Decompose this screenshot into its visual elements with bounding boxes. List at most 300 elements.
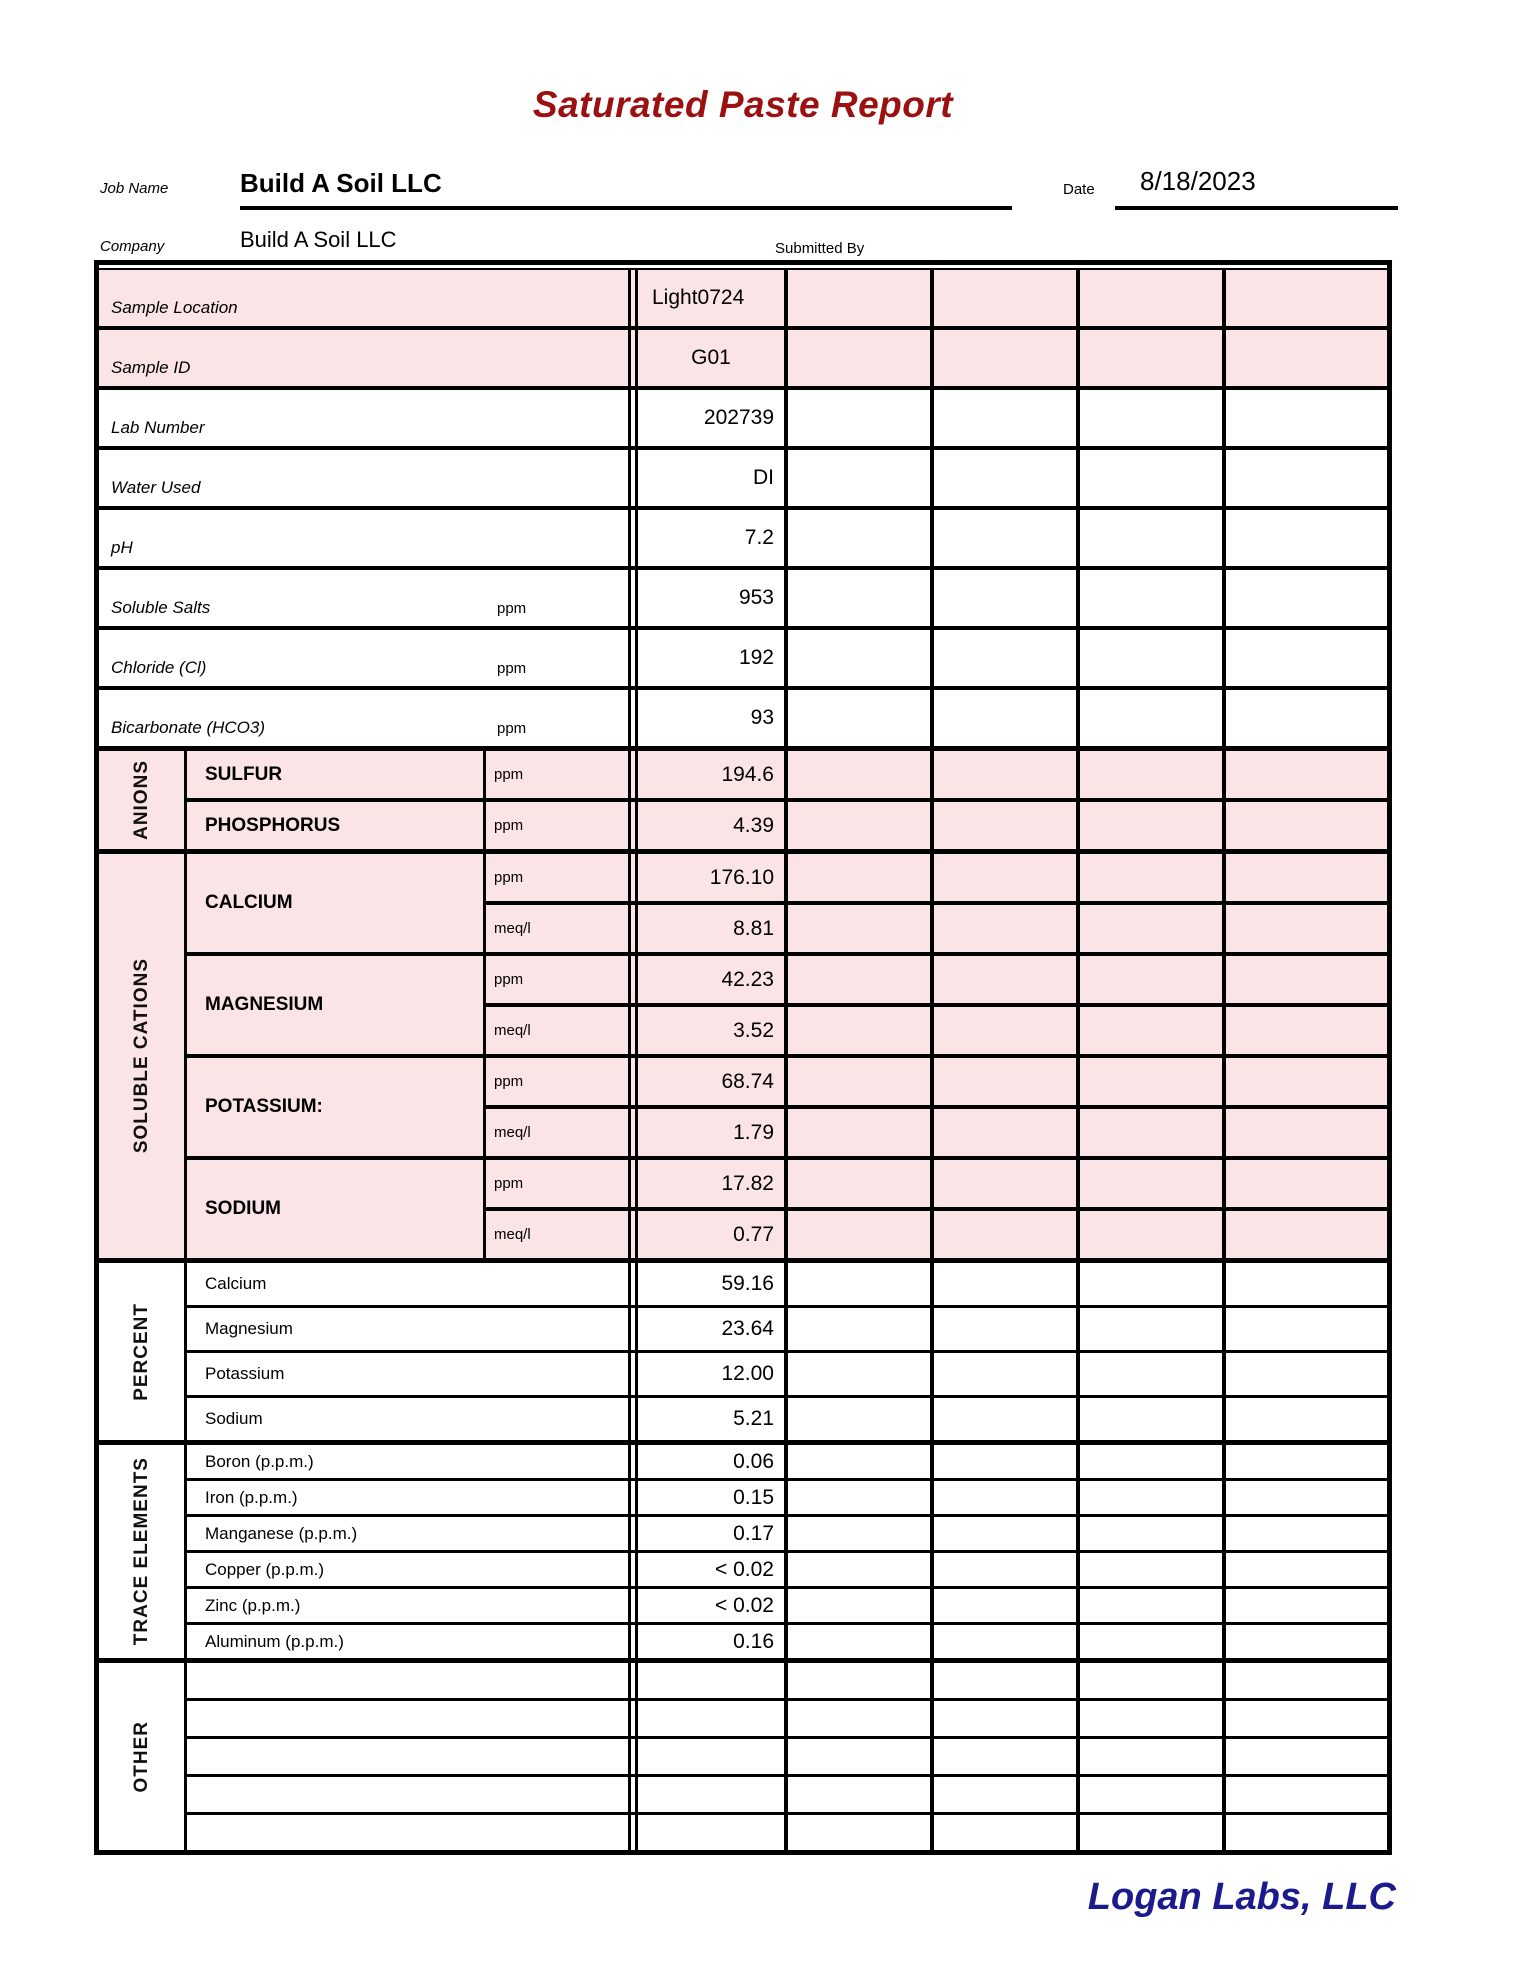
empty-cell	[784, 510, 930, 566]
empty-cell	[930, 1308, 1076, 1350]
section-anions	[99, 751, 1387, 854]
empty-cell	[1076, 1815, 1222, 1850]
empty-cell	[1222, 1058, 1387, 1105]
table-row	[187, 1663, 1387, 1701]
table-row	[187, 1517, 1387, 1553]
empty-cell	[1076, 1553, 1222, 1586]
label-data-divider	[628, 330, 638, 386]
empty-cell	[1222, 1109, 1387, 1156]
empty-cell	[930, 956, 1076, 1003]
empty-cell	[930, 751, 1076, 798]
value-cell: 7.2	[744, 526, 774, 549]
empty-cell	[1076, 570, 1222, 626]
other-body	[187, 1663, 1387, 1850]
empty-cell	[930, 1160, 1076, 1207]
empty-cell	[784, 1777, 930, 1812]
empty-cell	[930, 1109, 1076, 1156]
empty-cell	[1076, 390, 1222, 446]
empty-cell	[1076, 1517, 1222, 1550]
empty-cell	[1076, 1109, 1222, 1156]
empty-cell	[784, 1589, 930, 1622]
empty-cell	[1076, 1625, 1222, 1658]
empty-cell	[1076, 690, 1222, 746]
table-row	[99, 630, 1387, 690]
row-label: Sample Location	[111, 298, 238, 317]
label-data-divider	[628, 1739, 638, 1774]
table-row	[99, 270, 1387, 330]
section-percent	[99, 1263, 1387, 1445]
empty-name-cell	[187, 1663, 628, 1698]
lab-signature: Logan Labs, LLC	[1087, 1876, 1396, 1918]
empty-cell	[1222, 1263, 1387, 1305]
empty-cell	[930, 1701, 1076, 1736]
analyte-name: Zinc (p.p.m.)	[205, 1595, 301, 1615]
empty-cell	[638, 1739, 784, 1774]
empty-cell	[1222, 802, 1387, 849]
empty-cell	[1076, 854, 1222, 901]
empty-cell	[1076, 1481, 1222, 1514]
empty-cell	[1222, 330, 1387, 386]
empty-cell	[1222, 1739, 1387, 1774]
label-data-divider	[628, 1160, 638, 1207]
trace-sidebar	[99, 1445, 187, 1658]
empty-cell	[1076, 1398, 1222, 1440]
empty-cell	[1076, 1058, 1222, 1105]
company-value: Build A Soil LLC	[240, 227, 397, 252]
empty-cell	[784, 1109, 930, 1156]
label-data-divider	[628, 690, 638, 746]
empty-cell	[1076, 751, 1222, 798]
label-data-divider	[628, 1625, 638, 1658]
value-cell: 202739	[703, 406, 774, 429]
empty-name-cell	[187, 1777, 628, 1812]
cations-body	[187, 854, 1387, 1258]
value-cell: 68.74	[721, 1069, 774, 1093]
empty-cell	[930, 905, 1076, 952]
empty-cell	[1076, 956, 1222, 1003]
empty-cell	[784, 802, 930, 849]
empty-cell	[930, 390, 1076, 446]
table-row	[99, 510, 1387, 570]
table-row	[187, 751, 1387, 802]
analyte-name: Sodium	[205, 1409, 263, 1428]
table-row	[486, 1007, 1387, 1054]
unit-label: ppm	[494, 1073, 524, 1090]
unit-label: meq/l	[494, 1124, 531, 1141]
table-row	[486, 905, 1387, 952]
value-cell: 192	[738, 646, 774, 669]
percent-vertical-label: PERCENT	[130, 1302, 152, 1401]
row-unit: ppm	[497, 720, 527, 737]
table-row	[187, 1308, 1387, 1353]
section-sample-info	[99, 270, 1387, 751]
empty-cell	[784, 390, 930, 446]
empty-name-cell	[187, 1815, 628, 1850]
analyte-name: SODIUM	[187, 1160, 486, 1258]
job-name-value: Build A Soil LLC	[240, 168, 442, 198]
table-row	[99, 690, 1387, 746]
value-cell: 0.15	[733, 1485, 774, 1509]
value-cell: < 0.02	[715, 1557, 774, 1581]
table-row	[187, 1553, 1387, 1589]
date-value: 8/18/2023	[1140, 166, 1256, 196]
empty-cell	[784, 1481, 930, 1514]
empty-cell	[930, 690, 1076, 746]
empty-cell	[1222, 690, 1387, 746]
empty-cell	[930, 1589, 1076, 1622]
empty-cell	[1076, 1308, 1222, 1350]
empty-cell	[784, 570, 930, 626]
analyte-name: Manganese (p.p.m.)	[205, 1523, 358, 1543]
label-data-divider	[628, 1815, 638, 1850]
value-cell: 59.16	[721, 1272, 774, 1295]
other-vertical-label: OTHER	[130, 1720, 152, 1793]
trace-body	[187, 1445, 1387, 1658]
unit-label: meq/l	[494, 1226, 531, 1243]
empty-cell	[1222, 905, 1387, 952]
empty-cell	[1222, 1308, 1387, 1350]
empty-cell	[784, 1701, 930, 1736]
label-data-divider	[628, 854, 638, 901]
empty-cell	[1222, 1701, 1387, 1736]
empty-cell	[930, 270, 1076, 326]
value-cell: 3.52	[733, 1018, 774, 1042]
unit-label: ppm	[494, 766, 524, 783]
label-data-divider	[628, 802, 638, 849]
label-data-divider	[628, 390, 638, 446]
empty-cell	[784, 450, 930, 506]
value-cell: 0.77	[733, 1222, 774, 1246]
empty-cell	[784, 1007, 930, 1054]
section-other	[99, 1663, 1387, 1850]
empty-cell	[1076, 1701, 1222, 1736]
value-cell: 4.39	[733, 813, 774, 837]
label-data-divider	[628, 1058, 638, 1105]
empty-cell	[784, 1160, 930, 1207]
row-label: Sample ID	[111, 358, 191, 377]
value-cell: 23.64	[721, 1317, 774, 1340]
empty-cell	[930, 1263, 1076, 1305]
table-row	[486, 854, 1387, 905]
empty-cell	[1076, 1739, 1222, 1774]
table-row	[99, 390, 1387, 450]
empty-cell	[1222, 1589, 1387, 1622]
empty-cell	[1076, 802, 1222, 849]
analyte-name: Calcium	[205, 1274, 267, 1293]
section-soluble-cations	[99, 854, 1387, 1263]
empty-cell	[930, 1777, 1076, 1812]
value-cell: G01	[691, 346, 731, 369]
analyte-name: POTASSIUM:	[187, 1058, 486, 1156]
empty-cell	[1076, 1777, 1222, 1812]
unit-label: ppm	[494, 869, 524, 886]
empty-cell	[638, 1815, 784, 1850]
empty-cell	[1076, 1160, 1222, 1207]
label-data-divider	[628, 1663, 638, 1698]
table-row	[486, 1211, 1387, 1258]
analyte-name: MAGNESIUM	[187, 956, 486, 1054]
empty-name-cell	[187, 1701, 628, 1736]
row-unit: ppm	[497, 600, 527, 617]
anions-sidebar	[99, 751, 187, 849]
analyte-name: Potassium	[205, 1364, 285, 1383]
empty-cell	[1076, 1589, 1222, 1622]
table-row	[187, 1701, 1387, 1739]
table-row	[187, 802, 1387, 849]
row-label: pH	[111, 538, 133, 557]
cation-block	[187, 1160, 1387, 1258]
empty-cell	[1076, 1663, 1222, 1698]
job-name-label: Job Name	[100, 180, 169, 197]
empty-cell	[1222, 1160, 1387, 1207]
empty-cell	[1222, 1211, 1387, 1258]
analyte-name: Copper (p.p.m.)	[205, 1559, 325, 1579]
empty-cell	[930, 510, 1076, 566]
empty-cell	[930, 802, 1076, 849]
empty-cell	[638, 1701, 784, 1736]
empty-cell	[1076, 270, 1222, 326]
table-row	[187, 1263, 1387, 1308]
empty-cell	[1076, 630, 1222, 686]
empty-cell	[784, 330, 930, 386]
empty-cell	[930, 630, 1076, 686]
percent-body	[187, 1263, 1387, 1440]
label-data-divider	[628, 570, 638, 626]
value-cell: DI	[753, 466, 774, 489]
value-cell: 93	[750, 706, 774, 729]
value-cell: 8.81	[733, 916, 774, 940]
empty-cell	[1222, 270, 1387, 326]
table-row	[486, 1160, 1387, 1211]
empty-cell	[930, 1445, 1076, 1478]
label-data-divider	[628, 1007, 638, 1054]
table-row	[187, 1445, 1387, 1481]
row-unit: ppm	[497, 660, 527, 677]
empty-cell	[930, 1625, 1076, 1658]
empty-cell	[784, 1308, 930, 1350]
empty-cell	[784, 1398, 930, 1440]
label-data-divider	[628, 1211, 638, 1258]
value-cell: 0.06	[733, 1449, 774, 1473]
empty-cell	[784, 956, 930, 1003]
empty-cell	[1222, 854, 1387, 901]
empty-cell	[1222, 956, 1387, 1003]
label-data-divider	[628, 450, 638, 506]
analyte-name: Aluminum (p.p.m.)	[205, 1631, 344, 1651]
cation-block	[187, 1058, 1387, 1160]
table-row	[99, 570, 1387, 630]
row-label: Soluble Salts ppm	[111, 598, 527, 617]
cations-vertical-label: SOLUBLE CATIONS	[130, 958, 152, 1154]
table-row	[187, 1481, 1387, 1517]
empty-cell	[1076, 1263, 1222, 1305]
table-row	[486, 956, 1387, 1007]
analyte-name: Magnesium	[205, 1319, 293, 1338]
value-cell: 17.82	[721, 1171, 774, 1195]
empty-cell	[1222, 751, 1387, 798]
analyte-name: SULFUR	[187, 751, 486, 798]
label-data-divider	[628, 1308, 638, 1350]
label-data-divider	[628, 1398, 638, 1440]
table-row	[187, 1398, 1387, 1440]
table-row	[187, 1625, 1387, 1658]
empty-cell	[784, 690, 930, 746]
empty-cell	[784, 1211, 930, 1258]
empty-cell	[1076, 905, 1222, 952]
empty-cell	[1222, 1445, 1387, 1478]
row-label: Bicarbonate (HCO3) ppm	[111, 718, 527, 737]
empty-cell	[784, 854, 930, 901]
empty-cell	[784, 1553, 930, 1586]
unit-label: ppm	[494, 1175, 524, 1192]
empty-cell	[1222, 1481, 1387, 1514]
empty-cell	[930, 1815, 1076, 1850]
label-data-divider	[628, 751, 638, 798]
empty-cell	[1222, 1353, 1387, 1395]
empty-cell	[1222, 1663, 1387, 1698]
table-row	[187, 1739, 1387, 1777]
empty-cell	[1076, 1007, 1222, 1054]
anions-vertical-label: ANIONS	[130, 760, 152, 840]
empty-cell	[930, 450, 1076, 506]
table-row	[486, 1109, 1387, 1156]
value-cell: 0.17	[733, 1521, 774, 1545]
empty-cell	[784, 905, 930, 952]
value-cell: 5.21	[733, 1407, 774, 1430]
empty-cell	[930, 1398, 1076, 1440]
empty-cell	[930, 1517, 1076, 1550]
empty-cell	[930, 854, 1076, 901]
empty-cell	[1076, 1445, 1222, 1478]
empty-cell	[930, 330, 1076, 386]
empty-cell	[1076, 450, 1222, 506]
report-title: Saturated Paste Report	[532, 84, 954, 125]
label-data-divider	[628, 956, 638, 1003]
empty-cell	[930, 1481, 1076, 1514]
value-cell: 1.79	[733, 1120, 774, 1144]
empty-cell	[930, 570, 1076, 626]
empty-cell	[784, 1445, 930, 1478]
cation-block	[187, 956, 1387, 1058]
cations-sidebar	[99, 854, 187, 1258]
empty-cell	[930, 1353, 1076, 1395]
empty-cell	[930, 1007, 1076, 1054]
anions-body	[187, 751, 1387, 849]
empty-cell	[1222, 1398, 1387, 1440]
empty-cell	[930, 1058, 1076, 1105]
cation-block	[187, 854, 1387, 956]
unit-label: ppm	[494, 971, 524, 988]
value-cell: 194.6	[721, 762, 774, 786]
value-cell: 953	[738, 586, 774, 609]
empty-cell	[1222, 390, 1387, 446]
label-data-divider	[628, 905, 638, 952]
other-sidebar	[99, 1663, 187, 1850]
label-data-divider	[628, 270, 638, 326]
label-data-divider	[628, 1481, 638, 1514]
empty-cell	[930, 1739, 1076, 1774]
empty-cell	[1076, 330, 1222, 386]
empty-cell	[1222, 1625, 1387, 1658]
label-data-divider	[628, 1353, 638, 1395]
label-data-divider	[628, 1553, 638, 1586]
row-label: Water Used	[111, 478, 201, 497]
unit-label: ppm	[494, 817, 524, 834]
empty-cell	[1076, 1353, 1222, 1395]
empty-cell	[930, 1211, 1076, 1258]
empty-cell	[930, 1553, 1076, 1586]
empty-cell	[784, 1353, 930, 1395]
empty-cell	[1076, 1211, 1222, 1258]
empty-cell	[1222, 570, 1387, 626]
value-cell: 12.00	[721, 1362, 774, 1385]
value-cell: 0.16	[733, 1629, 774, 1653]
empty-name-cell	[187, 1739, 628, 1774]
row-label: Lab Number	[111, 418, 205, 437]
table-row	[187, 1777, 1387, 1815]
label-data-divider	[628, 1589, 638, 1622]
empty-cell	[1222, 1777, 1387, 1812]
label-data-divider	[628, 1263, 638, 1305]
empty-cell	[784, 1058, 930, 1105]
empty-cell	[784, 1815, 930, 1850]
label-data-divider	[628, 510, 638, 566]
empty-cell	[1222, 1517, 1387, 1550]
empty-cell	[638, 1663, 784, 1698]
row-label: Chloride (Cl) ppm	[111, 658, 527, 677]
analyte-name: Boron (p.p.m.)	[205, 1451, 314, 1471]
empty-cell	[784, 1739, 930, 1774]
empty-cell	[784, 630, 930, 686]
empty-cell	[638, 1777, 784, 1812]
table-row	[187, 1815, 1387, 1850]
section-trace-elements	[99, 1445, 1387, 1663]
date-underline	[1115, 206, 1398, 210]
value-cell: < 0.02	[715, 1593, 774, 1617]
report-table	[94, 260, 1392, 1855]
value-cell: 42.23	[721, 967, 774, 991]
trace-vertical-label: TRACE ELEMENTS	[130, 1457, 152, 1646]
empty-cell	[784, 1517, 930, 1550]
empty-cell	[1222, 1815, 1387, 1850]
empty-cell	[1222, 450, 1387, 506]
percent-sidebar	[99, 1263, 187, 1440]
analyte-name: Iron (p.p.m.)	[205, 1487, 298, 1507]
label-data-divider	[628, 1701, 638, 1736]
unit-label: meq/l	[494, 920, 531, 937]
empty-cell	[784, 1625, 930, 1658]
submitted-by-label: Submitted By	[775, 240, 865, 257]
empty-cell	[784, 270, 930, 326]
table-row	[99, 450, 1387, 510]
unit-label: meq/l	[494, 1022, 531, 1039]
table-row	[187, 1353, 1387, 1398]
label-data-divider	[628, 1777, 638, 1812]
empty-cell	[1076, 510, 1222, 566]
analyte-name: CALCIUM	[187, 854, 486, 952]
table-row	[486, 1058, 1387, 1109]
label-data-divider	[628, 1517, 638, 1550]
empty-cell	[784, 1663, 930, 1698]
job-name-underline	[240, 206, 1012, 210]
label-data-divider	[628, 630, 638, 686]
label-data-divider	[628, 1445, 638, 1478]
empty-cell	[930, 1663, 1076, 1698]
company-label: Company	[100, 238, 165, 255]
empty-cell	[1222, 1553, 1387, 1586]
empty-cell	[784, 751, 930, 798]
empty-cell	[1222, 510, 1387, 566]
